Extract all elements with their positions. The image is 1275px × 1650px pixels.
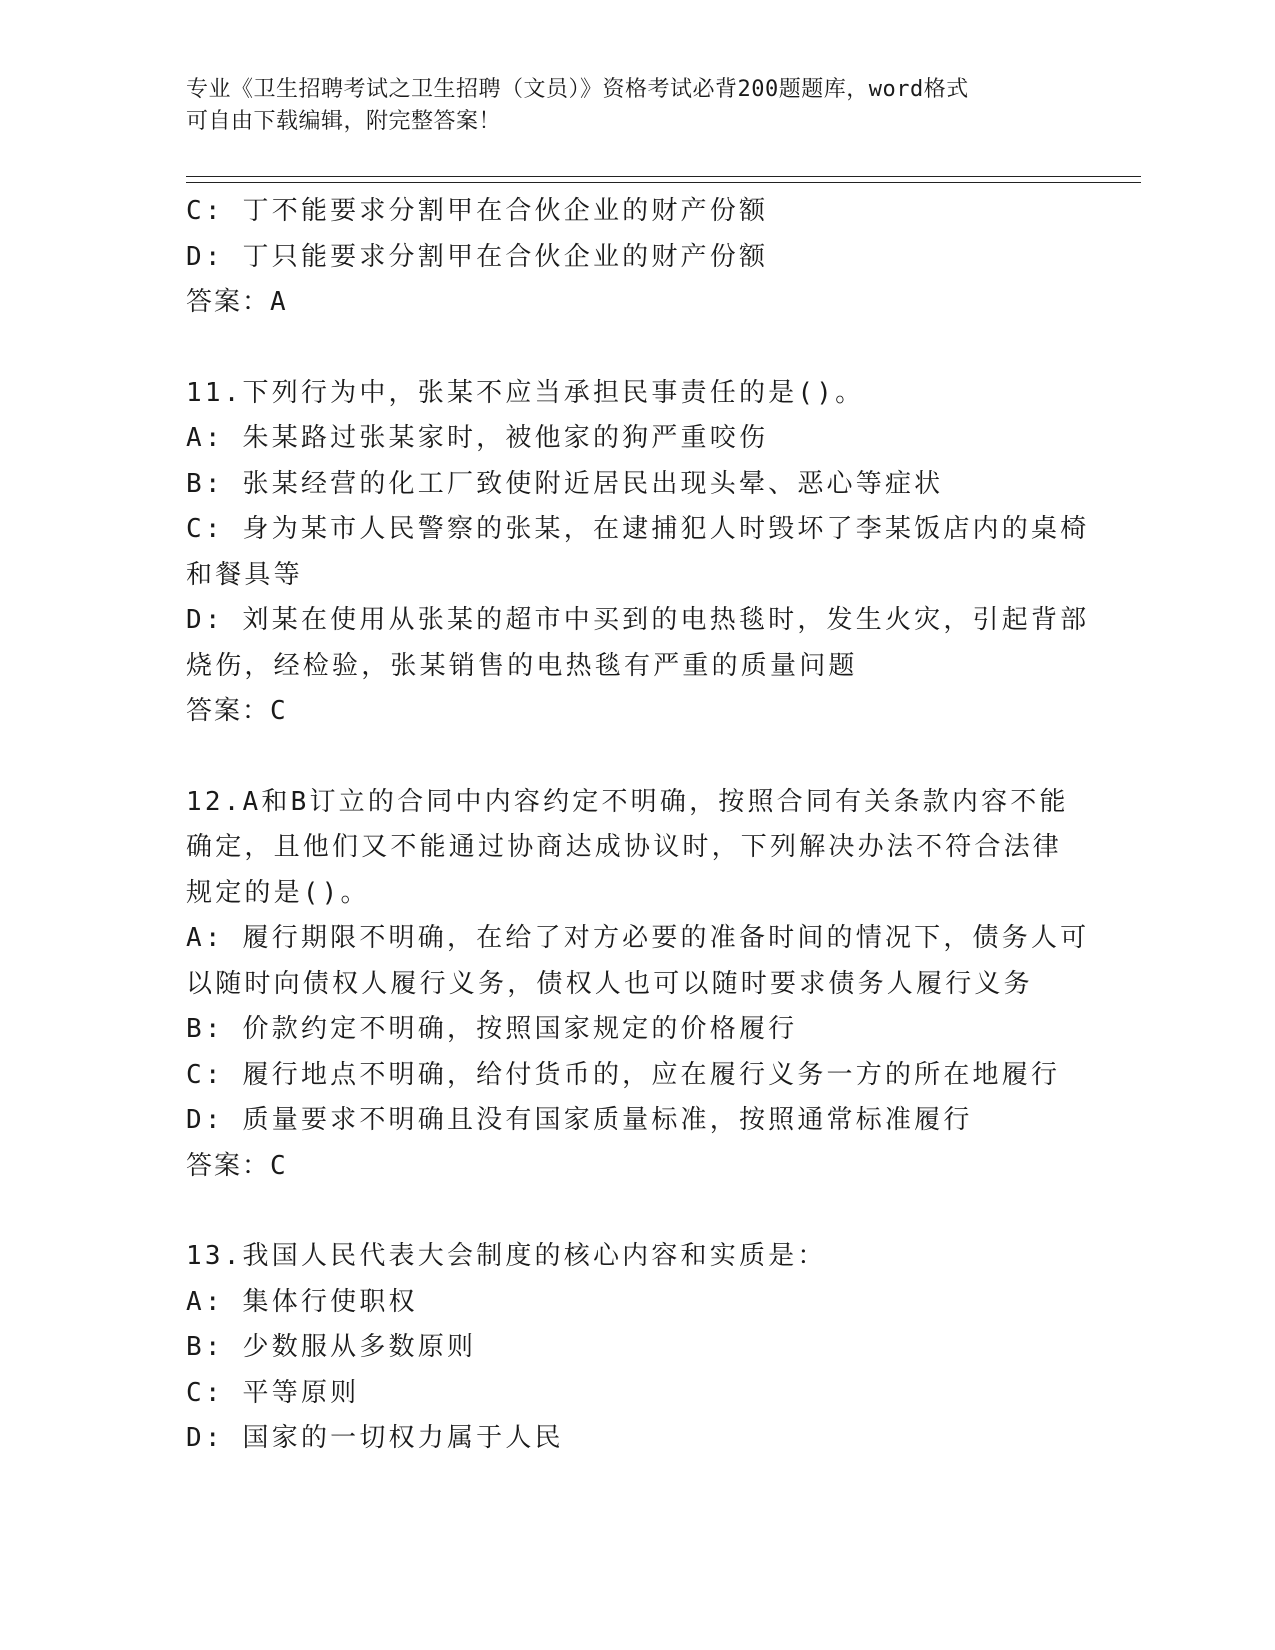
option-d-continued: 烧伤，经检验，张某销售的电热毯有严重的质量问题 <box>186 650 858 681</box>
option-b: B: 价款约定不明确，按照国家规定的价格履行 <box>186 1014 798 1044</box>
option-c-continued: 和餐具等 <box>186 559 303 590</box>
option-d: D: 丁只能要求分割甲在合伙企业的财产份额 <box>186 241 769 272</box>
spacer <box>186 1189 1066 1234</box>
question-13 <box>186 1234 1066 1462</box>
answer-line: 答案：C <box>186 696 288 726</box>
header-divider-top <box>186 176 1141 177</box>
question-text: 13.我国人民代表大会制度的核心内容和实质是： <box>186 1241 827 1271</box>
spacer <box>186 735 1066 780</box>
option-d: D: 刘某在使用从张某的超市中买到的电热毯时，发生火灾，引起背部 <box>186 605 1090 635</box>
question-text-continued: 确定，且他们又不能通过协商达成协议时，下列解决办法不符合法律 <box>186 832 1063 862</box>
header-divider-bottom <box>186 182 1141 183</box>
question-text: 12.A和B订立的合同中内容约定不明确，按照合同有关条款内容不能 <box>186 786 1069 817</box>
header-title-line-2: 可自由下载编辑，附完整答案！ <box>186 109 502 134</box>
answer-line: 答案：A <box>186 287 288 317</box>
prev-question <box>186 189 1066 326</box>
header-title-line-1: 专业《卫生招聘考试之卫生招聘（文员）》资格考试必背200题题库，word格式 <box>186 77 969 102</box>
option-c: C: 履行地点不明确，给付货币的，应在履行义务一方的所在地履行 <box>186 1059 1061 1090</box>
question-text-continued: 规定的是()。 <box>186 877 370 908</box>
document-header <box>186 74 1086 138</box>
option-a-continued: 以随时向债权人履行义务，债权人也可以随时要求债务人履行义务 <box>186 968 1033 999</box>
option-d: D: 质量要求不明确且没有国家质量标准，按照通常标准履行 <box>186 1105 973 1135</box>
option-c: C: 身为某市人民警察的张某，在逮捕犯人时毁坏了李某饭店内的桌椅 <box>186 514 1090 544</box>
spacer <box>186 326 1066 371</box>
question-content <box>186 189 1090 1462</box>
answer-line: 答案：C <box>186 1150 288 1181</box>
question-text: 11.下列行为中，张某不应当承担民事责任的是()。 <box>186 377 865 408</box>
question-11 <box>186 371 1090 735</box>
option-d: D: 国家的一切权力属于人民 <box>186 1423 564 1453</box>
option-a: A: 朱某路过张某家时，被他家的狗严重咬伤 <box>186 423 769 453</box>
option-b: B: 少数服从多数原则 <box>186 1332 477 1362</box>
question-12 <box>186 780 1090 1190</box>
option-c: C: 平等原则 <box>186 1377 360 1408</box>
option-b: B: 张某经营的化工厂致使附近居民出现头晕、恶心等症状 <box>186 468 944 499</box>
option-a: A: 集体行使职权 <box>186 1286 418 1317</box>
option-a: A: 履行期限不明确，在给了对方必要的准备时间的情况下，债务人可 <box>186 923 1090 953</box>
option-c: C: 丁不能要求分割甲在合伙企业的财产份额 <box>186 196 769 226</box>
